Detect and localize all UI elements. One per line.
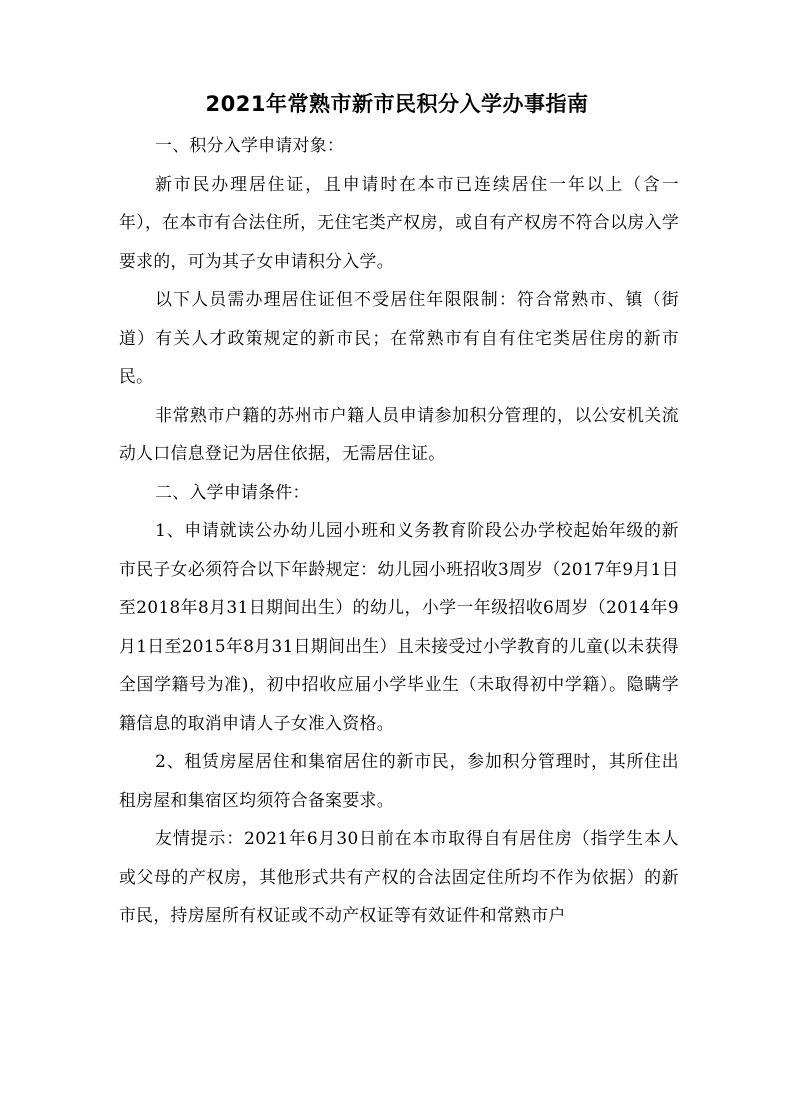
document-body [119, 126, 679, 935]
section-heading-applicants: 一、积分入学申请对象： [155, 135, 345, 155]
paragraph-residence-permit: 新市民办理居住证，且申请时在本市已连续居住一年以上（含一年），在本市有合法住所，无住宅类产权房，或自有产权房不符合以房入学要求的，可为其子女申请积分入学。 [119, 173, 679, 271]
paragraph-exemptions: 以下人员需办理居住证但不受居住年限限制：符合常熟市、镇（街道）有关人才政策规定的新市民；在常熟市有自有住宅类居住房的新市民。 [119, 289, 679, 386]
document-title: 2021年常熟市新市民积分入学办事指南 [205, 92, 589, 116]
section-heading-conditions: 二、入学申请条件： [155, 481, 310, 502]
paragraph-rental-housing: 2、租赁房屋居住和集宿居住的新市民，参加积分管理时，其所住出租房屋和集宿区均须符合备案要求。 [119, 751, 679, 810]
paragraph-suzhou-household: 非常熟市户籍的苏州市户籍人员申请参加积分管理的，以公安机关流动人口信息登记为居住依据，无需居住证。 [119, 404, 679, 463]
paragraph-friendly-reminder: 友情提示：2021年6月30日前在本市取得自有居住房（指学生本人或父母的产权房，其他形式共有产权的合法固定住所均不作为依据）的新市民，持房屋所有权证或不动产权证等有效证件和常熟市户 [119, 828, 679, 925]
paragraph-age-requirements: 1、申请就读公办幼儿园小班和义务教育阶段公办学校起始年级的新市民子女必须符合以下年龄规定：幼儿园小班招收3周岁（2017年9月1日至2018年8月31日期间出生）的幼儿，小学一年级招收6周岁（2014年9月1日至2015年8月31日期间出生）且未接受过小学教育的儿童(以未获得全国学籍号为准)，初中招收应届小学毕业生（未取得初中学籍）。隐瞒学籍信息的取消申请人子女准入资格。 [119, 520, 679, 733]
